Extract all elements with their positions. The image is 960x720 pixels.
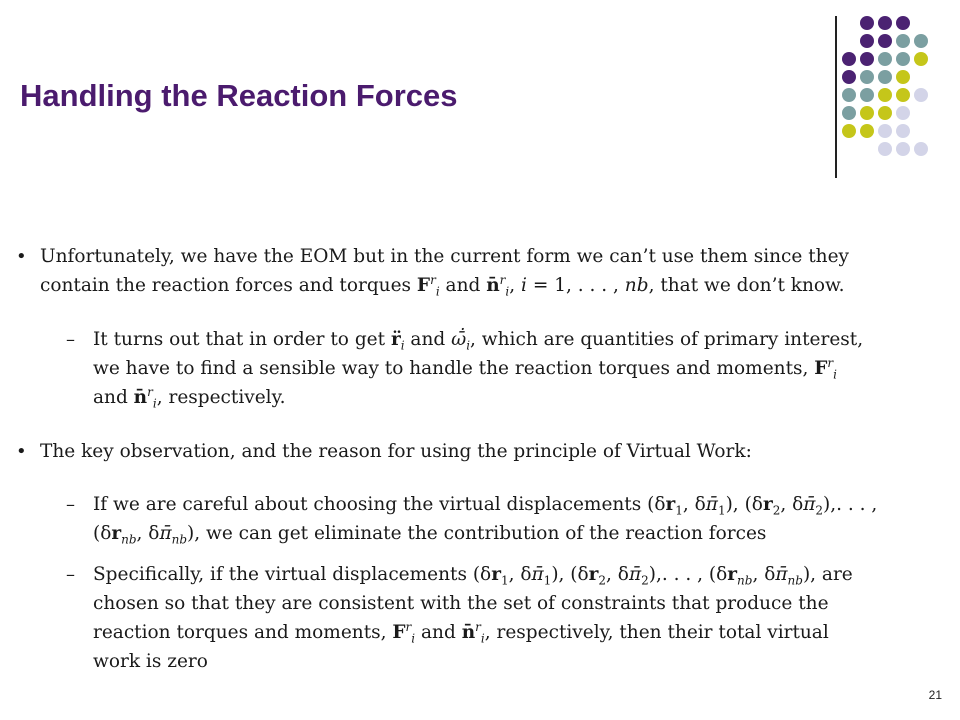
bullet-1-line-2: contain the reaction forces and torques $F^r_i$ and n̄$^r_i$, i = 1, . . . , nb, that we don’t know. xyxy=(40,272,845,299)
decorative-dot xyxy=(896,70,910,84)
sub-bullet-2-2-line-3: reaction torques and moments, $F^r_i$ and n̄$^r_i$, respectively, then their total virtual xyxy=(93,619,829,646)
bullet-marker: • xyxy=(16,441,27,462)
decorative-dot xyxy=(860,16,874,30)
decorative-dot xyxy=(896,16,910,30)
decorative-dot xyxy=(914,34,928,48)
sub-bullet-2-2-line-2: chosen so that they are consistent with the set of constraints that produce the xyxy=(93,593,829,614)
bullet-1-text xyxy=(40,242,945,300)
decorative-dot xyxy=(896,142,910,156)
dash-marker: – xyxy=(66,329,75,350)
bullet-1-line-1: Unfortunately, we have the EOM but in the current form we can’t use them since they xyxy=(40,246,849,267)
dash-marker: – xyxy=(66,564,75,585)
decorative-dot xyxy=(878,70,892,84)
slide-title: Handling the Reaction Forces xyxy=(20,78,458,113)
decorative-dot xyxy=(914,88,928,102)
decorative-dot xyxy=(860,88,874,102)
sub-bullet-2-2-line-1: Specifically, if the virtual displacements ($\delta r_1$, $\delta\pī_1$), ($\delta r_2$, $\delta\pī_2$),. . . , ($\delta r_{nb}$, $\delta\pī_{nb}$), are xyxy=(93,564,853,588)
decorative-dot xyxy=(860,124,874,138)
sub-bullet-2-1-line-2: ($\delta r_{nb}$, $\delta\pī_{nb}$), we can get eliminate the contribution of the reaction forces xyxy=(93,523,767,547)
decorative-dot xyxy=(896,52,910,66)
decorative-dot xyxy=(896,106,910,120)
decorative-dot xyxy=(878,106,892,120)
sub-bullet-2-1-text xyxy=(93,490,945,548)
decorative-dot xyxy=(860,106,874,120)
bullet-marker: • xyxy=(16,246,27,267)
decorative-dot xyxy=(878,142,892,156)
decorative-dot xyxy=(878,124,892,138)
sub-bullet-1-1-line-2: we have to find a sensible way to handle the reaction torques and moments, $F^r_i$ xyxy=(93,355,838,382)
decorative-dot xyxy=(896,88,910,102)
decorative-dot xyxy=(860,34,874,48)
sub-bullet-1-1-line-1: It turns out that in order to get $r̈_i$ and $\omegā̇_i$, which are quantities of primary interest, xyxy=(93,329,864,353)
decorative-dot xyxy=(878,52,892,66)
decorative-dot xyxy=(842,124,856,138)
decorative-dot xyxy=(878,88,892,102)
sub-bullet-1-1-text xyxy=(93,325,945,412)
decorative-dot xyxy=(896,34,910,48)
bullet-2-text xyxy=(40,437,945,466)
decorative-dot xyxy=(860,52,874,66)
sub-bullet-2-2-line-4: work is zero xyxy=(93,651,208,672)
decorative-dot xyxy=(842,88,856,102)
sub-bullet-2-1-line-1: If we are careful about choosing the virtual displacements ($\delta r_1$, $\delta\pī_1$), ($\delta r_2$, $\delta\pī_2$),. . . , xyxy=(93,494,878,518)
decorative-dot xyxy=(860,70,874,84)
dash-marker: – xyxy=(66,494,75,515)
decorative-dot xyxy=(878,34,892,48)
decorative-dot xyxy=(914,52,928,66)
sub-bullet-2-2-text xyxy=(93,560,945,676)
decorative-dot xyxy=(896,124,910,138)
decorative-dot xyxy=(878,16,892,30)
page-number: 21 xyxy=(928,688,942,702)
title-divider xyxy=(835,16,837,178)
sub-bullet-1-1-line-3: and n̄$^r_i$, respectively. xyxy=(93,384,286,411)
decorative-dot xyxy=(842,106,856,120)
bullet-2-line-1: The key observation, and the reason for using the principle of Virtual Work: xyxy=(40,441,752,462)
decorative-dot xyxy=(914,142,928,156)
decorative-dot xyxy=(842,70,856,84)
decorative-dot xyxy=(842,52,856,66)
